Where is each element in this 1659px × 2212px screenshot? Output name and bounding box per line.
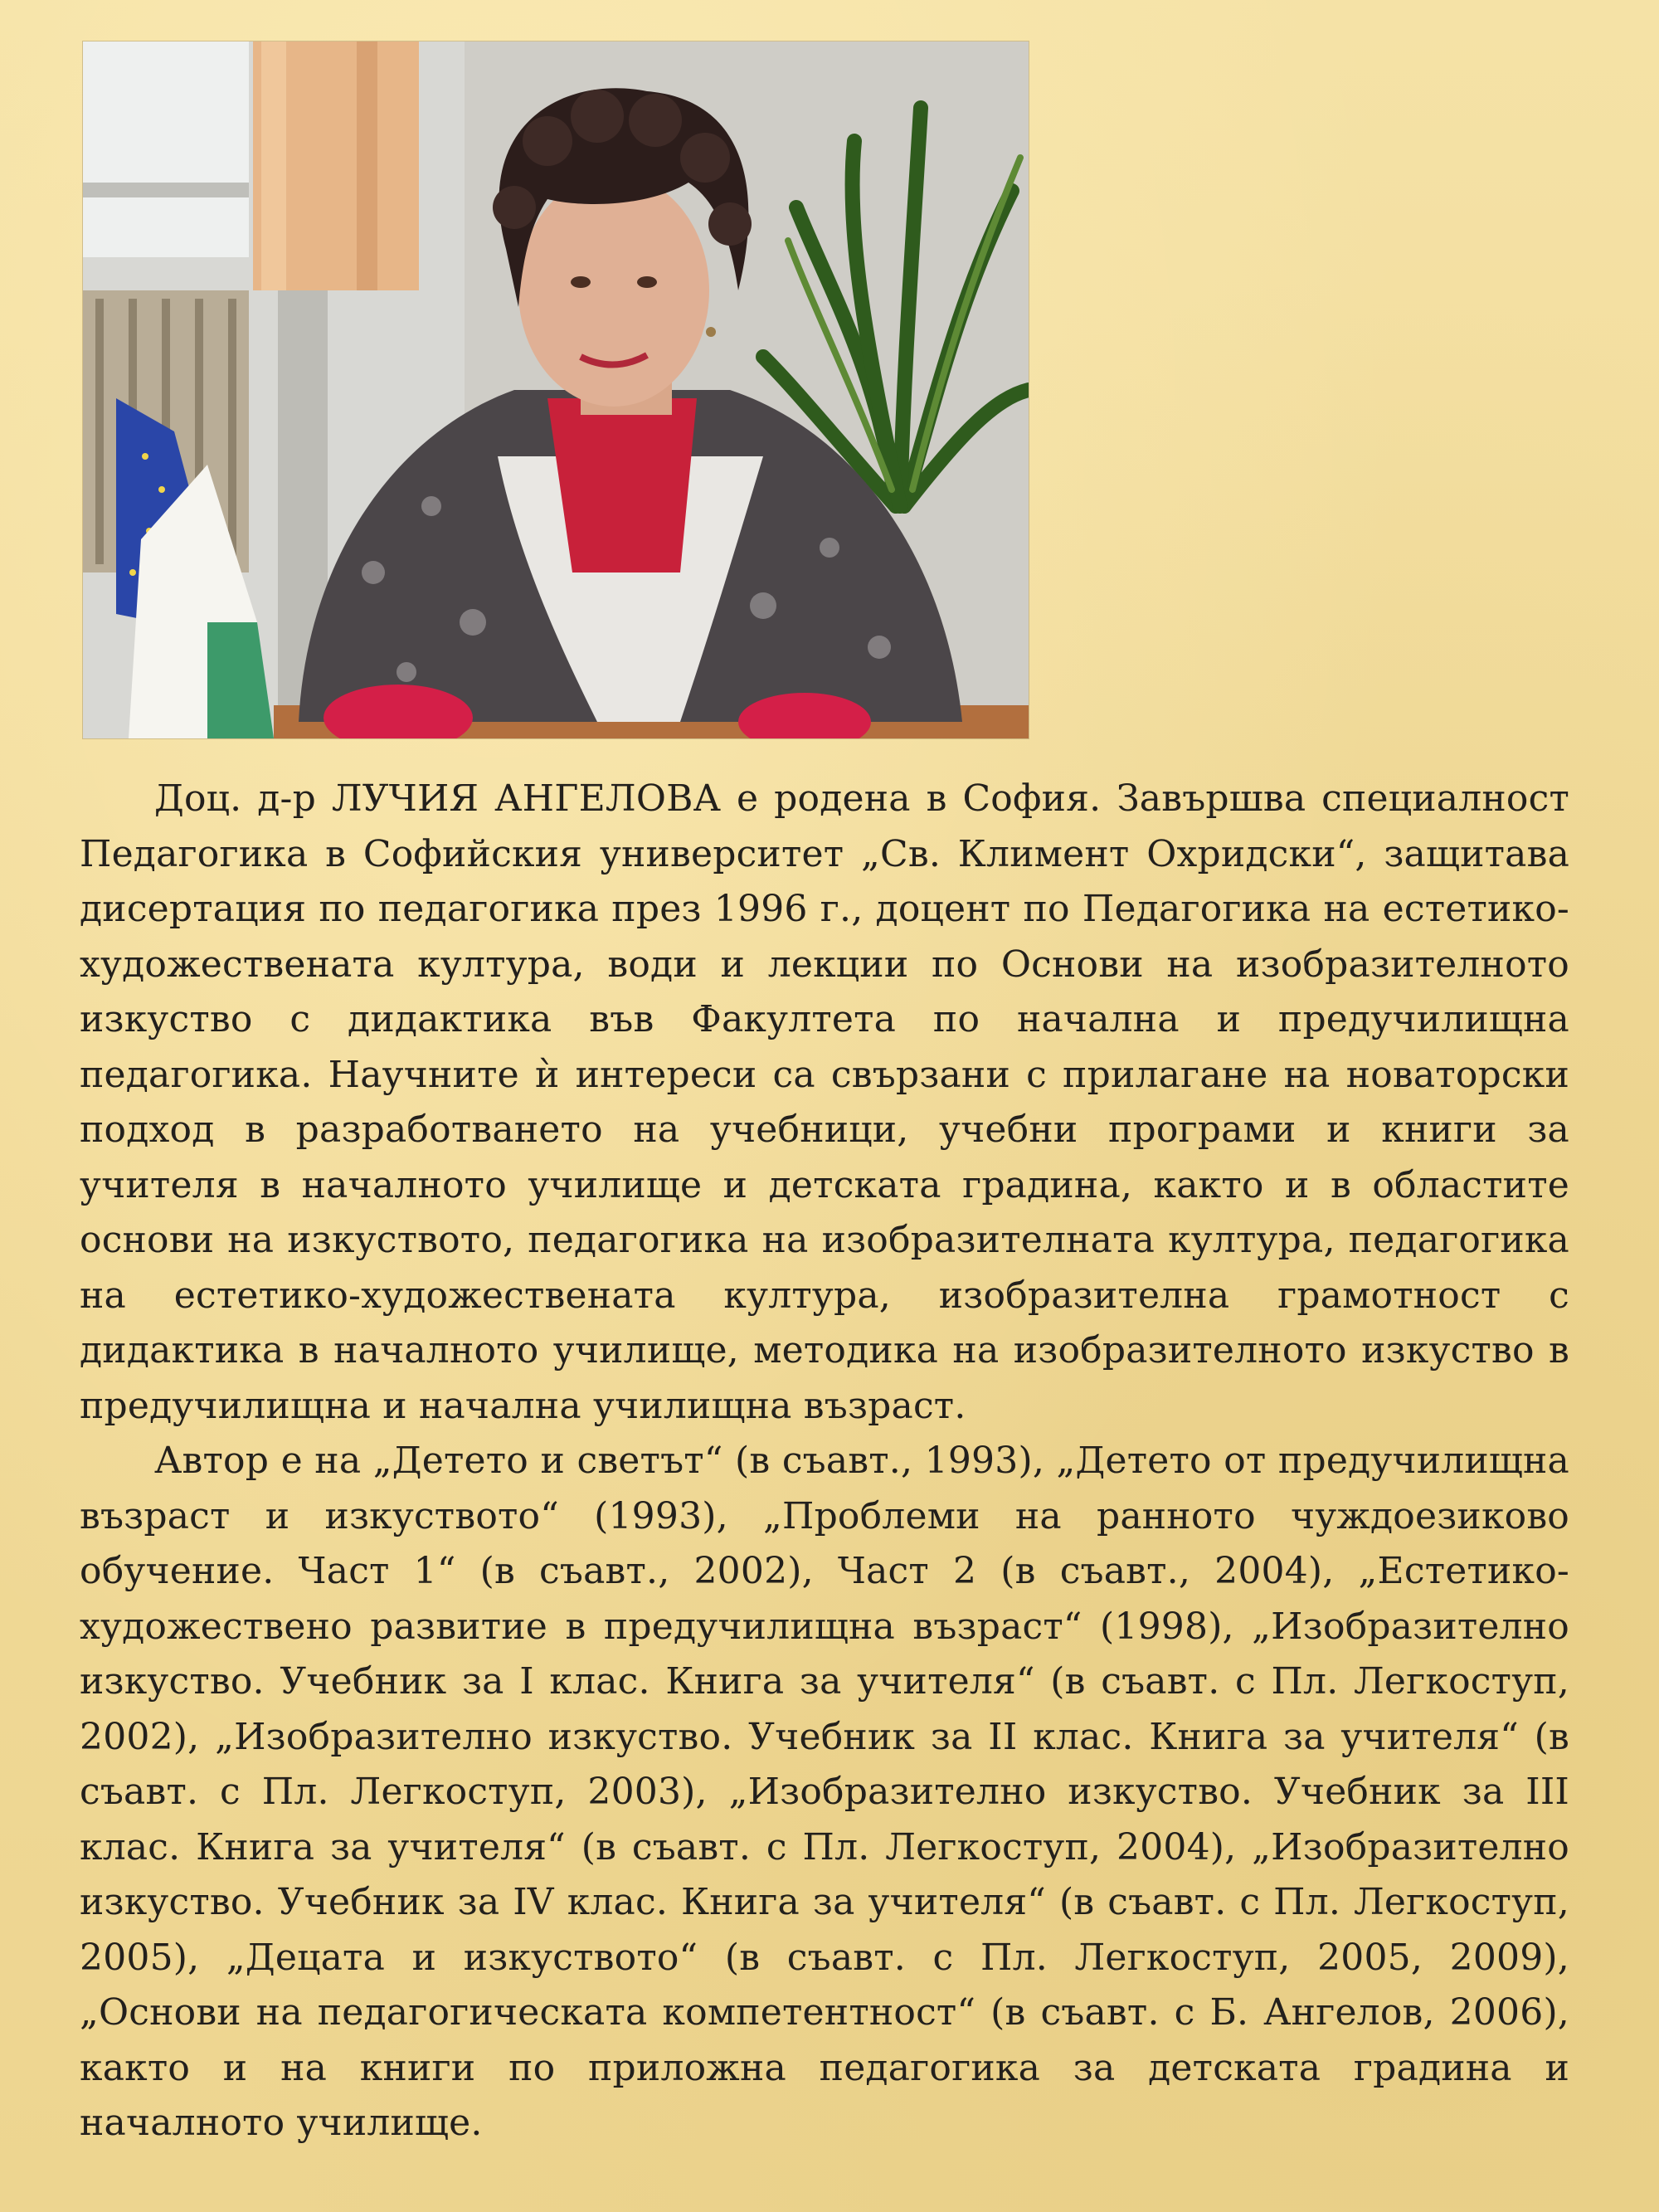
author-biography [80,772,1569,2151]
bio-paragraph-education: Доц. д-р ЛУЧИЯ АНГЕЛОВА е родена в София. Завършва специалност Педагогика в Софийския университет „Св. Климент Охридски“, защитава дисертация по педагогика през 1996 г., доцент по Педагогика на естетико-художествената култура, води и лекции по Основи на изобразителното изкуство с дидактика във Факултета по начална и предучилищна педагогика. Научните ѝ интереси са свързани с прилагане на новаторски подход в разработването на учебници, учебни програми и книги за учителя в началното училище и детската градина, както и в областите основи на изкуството, педагогика на изобразителната култура, педагогика на естетико-художествената култура, изобразителна грамотност с дидактика в началното училище, методика на изобразителното изкуство в предучилищна и начална училищна възраст. [80,777,1569,1427]
bio-paragraph-publications: Автор е на „Детето и светът“ (в съавт., 1993), „Детето от предучилищна възраст и изкуството“ (1993), „Проблеми на ранното чуждоезиково обучение. Част 1“ (в съавт., 2002), Част 2 (в съавт., 2004), „Естетико-художествено развитие в предучилищна възраст“ (1998), „Изобразително изкуство. Учебник за I клас. Книга за учителя“ (в съавт. с Пл. Легкоступ, 2002), „Изобразително изкуство. Учебник за II клас. Книга за учителя“ (в съавт. с Пл. Легкоступ, 2003), „Изобразително изкуство. Учебник за III клас. Книга за учителя“ (в съавт. с Пл. Легкоступ, 2004), „Изобразително изкуство. Учебник за IV клас. Книга за учителя“ (в съавт. с Пл. Легкоступ, 2005), „Децата и изкуството“ (в съавт. с Пл. Легкоступ, 2005, 2009), „Основи на педагогическата компетентност“ (в съавт. с Б. Ангелов, 2006), както и на книги по приложна педагогика за детската градина и началното училище. [80,1440,1569,2144]
portrait-photo-icon [83,41,1029,738]
author-photo [83,41,1029,738]
